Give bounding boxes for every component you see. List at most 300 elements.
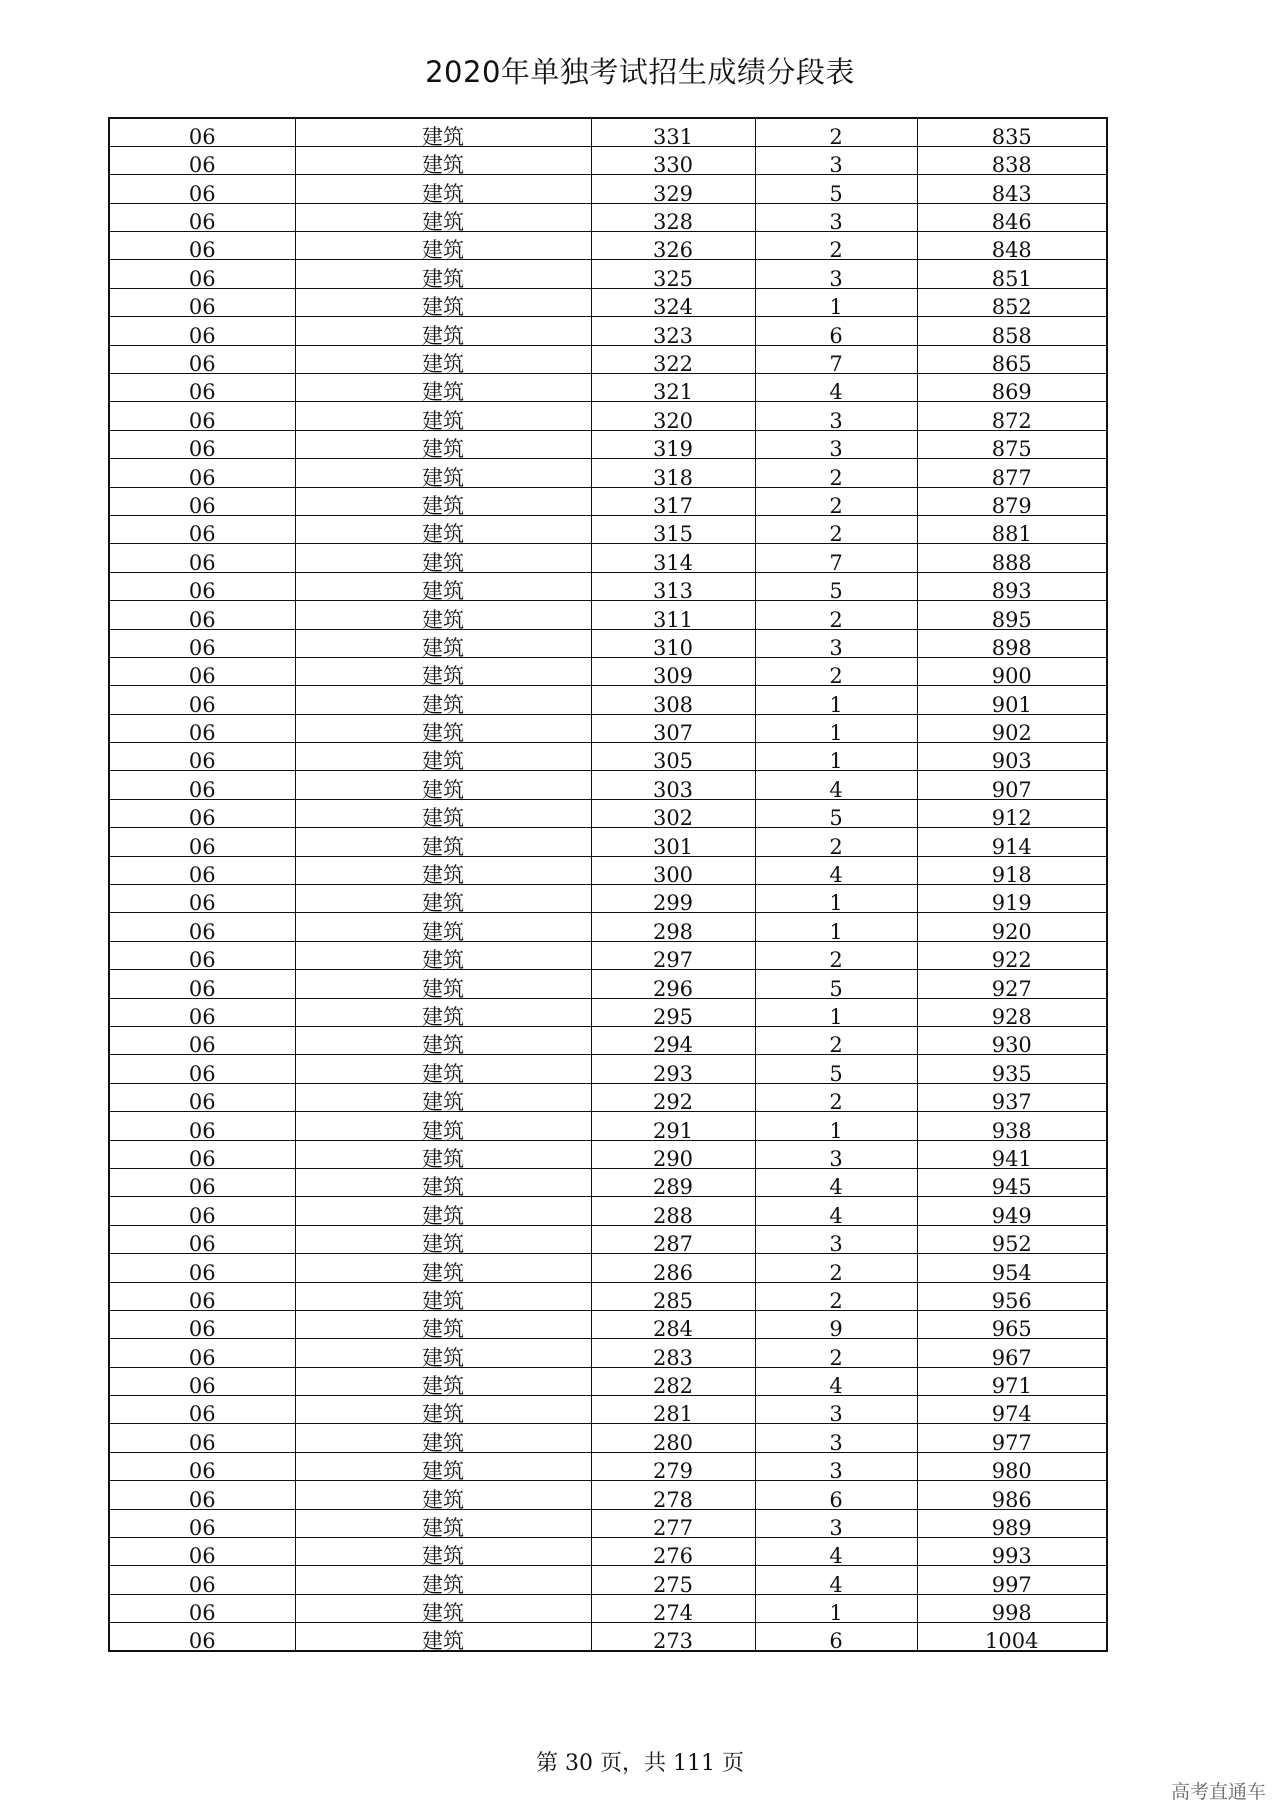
score-cell xyxy=(591,913,755,944)
cell-text: 06 xyxy=(188,266,216,291)
cell-text: 06 xyxy=(188,664,216,689)
cell-text: 977 xyxy=(991,1430,1032,1455)
cumulative-cell xyxy=(917,374,1107,405)
cell-text: 建筑 xyxy=(422,579,464,604)
cell-text: 06 xyxy=(188,238,216,263)
cell-text: 848 xyxy=(991,238,1032,263)
count-cell xyxy=(755,970,917,1001)
cell-text: 980 xyxy=(991,1459,1032,1484)
cell-text: 建筑 xyxy=(422,437,464,462)
cell-text: 294 xyxy=(652,1033,694,1058)
category-name-cell xyxy=(295,118,591,149)
count-cell xyxy=(755,1282,917,1313)
category-code-cell xyxy=(109,1254,295,1285)
cell-text: 5 xyxy=(829,976,843,1001)
count-cell xyxy=(755,515,917,547)
cell-text: 06 xyxy=(188,948,216,973)
table-row xyxy=(109,913,1107,941)
cell-text: 06 xyxy=(188,1516,216,1541)
cell-text: 建筑 xyxy=(422,1516,464,1541)
table-row xyxy=(109,402,1107,430)
category-name-cell xyxy=(295,1055,591,1086)
cell-text: 314 xyxy=(652,550,694,575)
cell-text: 建筑 xyxy=(422,352,464,377)
count-cell xyxy=(755,1197,917,1228)
cell-text: 928 xyxy=(991,1005,1032,1029)
cell-text: 998 xyxy=(991,1601,1032,1626)
score-table-body xyxy=(109,118,1107,1654)
cell-text: 967 xyxy=(991,1345,1032,1370)
cumulative-cell xyxy=(917,175,1107,206)
cell-text: 建筑 xyxy=(422,1629,464,1654)
count-cell xyxy=(755,1083,917,1115)
cell-text: 898 xyxy=(991,635,1032,660)
cell-text: 06 xyxy=(188,1146,216,1171)
cell-text: 274 xyxy=(652,1601,694,1626)
cell-text: 291 xyxy=(652,1118,694,1143)
score-cell xyxy=(591,544,755,575)
score-cell xyxy=(591,828,755,859)
table-row xyxy=(109,1481,1107,1509)
cumulative-cell xyxy=(917,657,1107,689)
cell-text: 06 xyxy=(188,1232,216,1257)
score-cell xyxy=(591,203,755,235)
category-code-cell xyxy=(109,459,295,490)
table-row xyxy=(109,1424,1107,1452)
category-code-cell xyxy=(109,970,295,1001)
score-cell xyxy=(591,317,755,348)
category-code-cell xyxy=(109,799,295,831)
cell-text: 建筑 xyxy=(422,124,464,149)
category-code-cell xyxy=(109,941,295,973)
cell-text: 989 xyxy=(991,1516,1032,1541)
cell-text: 06 xyxy=(188,295,216,320)
score-cell xyxy=(591,1140,755,1171)
cell-text: 3 xyxy=(829,1146,843,1171)
table-row xyxy=(109,118,1107,146)
cell-text: 建筑 xyxy=(422,1374,464,1399)
cell-text: 952 xyxy=(991,1232,1032,1257)
cell-text: 309 xyxy=(652,664,694,689)
cell-text: 9 xyxy=(829,1317,843,1342)
category-name-cell xyxy=(295,1225,591,1257)
table-row xyxy=(109,487,1107,515)
cell-text: 建筑 xyxy=(422,1260,464,1285)
category-code-cell xyxy=(109,260,295,291)
cell-text: 326 xyxy=(652,238,694,263)
table-row xyxy=(109,317,1107,345)
category-name-cell xyxy=(295,1509,591,1541)
cell-text: 06 xyxy=(188,1544,216,1569)
category-code-cell xyxy=(109,118,295,149)
cell-text: 06 xyxy=(188,1061,216,1086)
table-row xyxy=(109,1083,1107,1111)
cell-text: 283 xyxy=(652,1345,694,1370)
cell-text: 281 xyxy=(652,1402,694,1427)
category-name-cell xyxy=(295,1623,591,1654)
count-cell xyxy=(755,459,917,490)
cell-text: 1 xyxy=(829,1118,843,1143)
cell-text: 280 xyxy=(652,1430,694,1455)
category-code-cell xyxy=(109,572,295,604)
cell-text: 06 xyxy=(188,352,216,377)
category-code-cell xyxy=(109,345,295,377)
cell-text: 建筑 xyxy=(422,1118,464,1143)
cell-text: 308 xyxy=(652,692,694,717)
count-cell xyxy=(755,799,917,831)
count-cell xyxy=(755,1367,917,1399)
count-cell xyxy=(755,1027,917,1058)
category-name-cell xyxy=(295,885,591,916)
cell-text: 858 xyxy=(991,323,1032,348)
cell-text: 301 xyxy=(652,834,694,859)
cumulative-cell xyxy=(917,1310,1107,1342)
cell-text: 997 xyxy=(991,1572,1032,1597)
cell-text: 865 xyxy=(991,352,1032,377)
cumulative-cell xyxy=(917,203,1107,235)
cell-text: 4 xyxy=(829,1544,843,1569)
cumulative-cell xyxy=(917,743,1107,774)
score-cell xyxy=(591,998,755,1029)
cumulative-cell xyxy=(917,714,1107,746)
count-cell xyxy=(755,1538,917,1569)
cell-text: 06 xyxy=(188,1005,216,1029)
count-cell xyxy=(755,714,917,746)
cell-text: 06 xyxy=(188,210,216,235)
cell-text: 06 xyxy=(188,721,216,746)
category-code-cell xyxy=(109,317,295,348)
cell-text: 310 xyxy=(652,635,694,660)
score-cell xyxy=(591,1509,755,1541)
count-cell xyxy=(755,828,917,859)
cumulative-cell xyxy=(917,913,1107,944)
cell-text: 06 xyxy=(188,465,216,490)
cell-text: 2 xyxy=(829,1033,843,1058)
cumulative-cell xyxy=(917,1339,1107,1370)
count-cell xyxy=(755,1481,917,1512)
category-name-cell xyxy=(295,941,591,973)
category-code-cell xyxy=(109,1112,295,1143)
table-row xyxy=(109,1168,1107,1196)
cell-text: 965 xyxy=(991,1317,1032,1342)
score-cell xyxy=(591,629,755,660)
category-name-cell xyxy=(295,572,591,604)
score-cell xyxy=(591,657,755,689)
category-code-cell xyxy=(109,544,295,575)
category-code-cell xyxy=(109,828,295,859)
cumulative-cell xyxy=(917,970,1107,1001)
count-cell xyxy=(755,686,917,717)
table-row xyxy=(109,175,1107,203)
category-code-cell xyxy=(109,1367,295,1399)
score-cell xyxy=(591,1225,755,1257)
score-cell xyxy=(591,1282,755,1313)
count-cell xyxy=(755,572,917,604)
cell-text: 275 xyxy=(652,1572,694,1597)
cell-text: 建筑 xyxy=(422,607,464,632)
cell-text: 3 xyxy=(829,210,843,235)
page-footer: 第 30 页，共 111 页 xyxy=(536,1751,744,1776)
count-cell xyxy=(755,1055,917,1086)
table-row xyxy=(109,856,1107,884)
cell-text: 954 xyxy=(991,1260,1032,1285)
category-name-cell xyxy=(295,430,591,462)
cell-text: 建筑 xyxy=(422,1033,464,1058)
cell-text: 881 xyxy=(991,522,1032,547)
cell-text: 311 xyxy=(652,607,694,632)
cell-text: 277 xyxy=(652,1516,694,1541)
cell-text: 建筑 xyxy=(422,493,464,518)
cumulative-cell xyxy=(917,572,1107,604)
cumulative-cell xyxy=(917,317,1107,348)
table-row xyxy=(109,601,1107,629)
score-cell xyxy=(591,487,755,518)
cell-text: 建筑 xyxy=(422,238,464,263)
cell-text: 937 xyxy=(991,1090,1032,1115)
cell-text: 900 xyxy=(991,664,1032,689)
cell-text: 5 xyxy=(829,181,843,206)
cell-text: 330 xyxy=(652,153,694,178)
table-row xyxy=(109,1055,1107,1083)
category-code-cell xyxy=(109,771,295,802)
category-name-cell xyxy=(295,970,591,1001)
cell-text: 06 xyxy=(188,806,216,831)
cell-text: 930 xyxy=(991,1033,1032,1058)
category-name-cell xyxy=(295,515,591,547)
cell-text: 2 xyxy=(829,834,843,859)
count-cell xyxy=(755,1452,917,1484)
category-code-cell xyxy=(109,1055,295,1086)
table-row xyxy=(109,828,1107,856)
category-code-cell xyxy=(109,374,295,405)
cell-text: 建筑 xyxy=(422,1288,464,1313)
cell-text: 307 xyxy=(652,721,694,746)
table-row xyxy=(109,430,1107,458)
table-row xyxy=(109,1339,1107,1367)
cell-text: 06 xyxy=(188,891,216,916)
cell-text: 06 xyxy=(188,1345,216,1370)
cell-text: 278 xyxy=(652,1487,694,1512)
table-row xyxy=(109,1594,1107,1622)
cumulative-cell xyxy=(917,601,1107,632)
score-cell xyxy=(591,799,755,831)
cumulative-cell xyxy=(917,1112,1107,1143)
cell-text: 3 xyxy=(829,1232,843,1257)
table-row xyxy=(109,288,1107,316)
cell-text: 922 xyxy=(991,948,1032,973)
page-title: 2020年单独考试招生成绩分段表 xyxy=(425,55,855,89)
table-row xyxy=(109,1027,1107,1055)
category-code-cell xyxy=(109,175,295,206)
table-row xyxy=(109,146,1107,174)
cell-text: 建筑 xyxy=(422,1146,464,1171)
count-cell xyxy=(755,1225,917,1257)
category-name-cell xyxy=(295,998,591,1029)
cell-text: 938 xyxy=(991,1118,1032,1143)
table-row xyxy=(109,515,1107,543)
cell-text: 建筑 xyxy=(422,522,464,547)
count-cell xyxy=(755,885,917,916)
cell-text: 06 xyxy=(188,635,216,660)
cell-text: 297 xyxy=(652,948,694,973)
cell-text: 322 xyxy=(652,352,694,377)
cell-text: 318 xyxy=(652,465,694,490)
cell-text: 建筑 xyxy=(422,295,464,320)
cell-text: 319 xyxy=(652,437,694,462)
cell-text: 1 xyxy=(829,749,843,774)
table-row xyxy=(109,572,1107,600)
cell-text: 872 xyxy=(991,408,1032,433)
category-code-cell xyxy=(109,203,295,235)
cell-text: 5 xyxy=(829,579,843,604)
cumulative-cell xyxy=(917,146,1107,178)
category-code-cell xyxy=(109,402,295,433)
category-code-cell xyxy=(109,1594,295,1626)
cell-text: 1 xyxy=(829,919,843,944)
cell-text: 建筑 xyxy=(422,664,464,689)
category-name-cell xyxy=(295,260,591,291)
cell-text: 284 xyxy=(652,1317,694,1342)
score-cell xyxy=(591,572,755,604)
table-row xyxy=(109,1140,1107,1168)
score-cell xyxy=(591,1027,755,1058)
category-code-cell xyxy=(109,1083,295,1115)
category-code-cell xyxy=(109,515,295,547)
cell-text: 建筑 xyxy=(422,919,464,944)
cumulative-cell xyxy=(917,1168,1107,1200)
cumulative-cell xyxy=(917,828,1107,859)
cell-text: 300 xyxy=(652,863,694,888)
cell-text: 06 xyxy=(188,1430,216,1455)
category-name-cell xyxy=(295,544,591,575)
cell-text: 286 xyxy=(652,1260,694,1285)
score-cell xyxy=(591,885,755,916)
score-cell xyxy=(591,430,755,462)
score-cell xyxy=(591,970,755,1001)
cell-text: 282 xyxy=(652,1374,694,1399)
category-code-cell xyxy=(109,1452,295,1484)
count-cell xyxy=(755,1140,917,1171)
category-code-cell xyxy=(109,743,295,774)
category-name-cell xyxy=(295,1254,591,1285)
cell-text: 2 xyxy=(829,522,843,547)
table-row xyxy=(109,345,1107,373)
count-cell xyxy=(755,1339,917,1370)
count-cell xyxy=(755,1254,917,1285)
category-code-cell xyxy=(109,1538,295,1569)
category-code-cell xyxy=(109,1481,295,1512)
cell-text: 建筑 xyxy=(422,1317,464,1342)
cumulative-cell xyxy=(917,686,1107,717)
cell-text: 建筑 xyxy=(422,834,464,859)
count-cell xyxy=(755,232,917,263)
score-cell xyxy=(591,601,755,632)
cell-text: 06 xyxy=(188,1090,216,1115)
category-name-cell xyxy=(295,1112,591,1143)
cell-text: 4 xyxy=(829,1203,843,1228)
table-row xyxy=(109,743,1107,771)
cell-text: 879 xyxy=(991,493,1032,518)
cell-text: 06 xyxy=(188,1033,216,1058)
category-name-cell xyxy=(295,1424,591,1455)
table-row xyxy=(109,771,1107,799)
category-code-cell xyxy=(109,1197,295,1228)
count-cell xyxy=(755,998,917,1029)
category-code-cell xyxy=(109,1168,295,1200)
cell-text: 建筑 xyxy=(422,1544,464,1569)
cell-text: 建筑 xyxy=(422,1232,464,1257)
table-row xyxy=(109,544,1107,572)
table-row xyxy=(109,714,1107,742)
score-cell xyxy=(591,232,755,263)
cumulative-cell xyxy=(917,118,1107,149)
cell-text: 3 xyxy=(829,1459,843,1484)
count-cell xyxy=(755,317,917,348)
cumulative-cell xyxy=(917,1452,1107,1484)
count-cell xyxy=(755,487,917,518)
cumulative-cell xyxy=(917,1566,1107,1597)
count-cell xyxy=(755,941,917,973)
cell-text: 290 xyxy=(652,1146,694,1171)
table-row xyxy=(109,1282,1107,1310)
category-name-cell xyxy=(295,828,591,859)
score-cell xyxy=(591,1310,755,1342)
category-name-cell xyxy=(295,629,591,660)
cell-text: 888 xyxy=(991,550,1032,575)
category-name-cell xyxy=(295,459,591,490)
cumulative-cell xyxy=(917,345,1107,377)
category-name-cell xyxy=(295,1140,591,1171)
cumulative-cell xyxy=(917,1623,1107,1654)
category-name-cell xyxy=(295,1566,591,1597)
cell-text: 273 xyxy=(652,1629,694,1654)
cumulative-cell xyxy=(917,1197,1107,1228)
cell-text: 06 xyxy=(188,1317,216,1342)
score-cell xyxy=(591,260,755,291)
cell-text: 974 xyxy=(991,1402,1032,1427)
cell-text: 4 xyxy=(829,777,843,802)
cell-text: 3 xyxy=(829,1402,843,1427)
cell-text: 06 xyxy=(188,863,216,888)
cell-text: 296 xyxy=(652,976,694,1001)
table-row xyxy=(109,885,1107,913)
category-code-cell xyxy=(109,146,295,178)
category-name-cell xyxy=(295,1594,591,1626)
score-cell xyxy=(591,941,755,973)
cell-text: 06 xyxy=(188,777,216,802)
table-row xyxy=(109,657,1107,685)
count-cell xyxy=(755,1424,917,1455)
category-code-cell xyxy=(109,1310,295,1342)
cell-text: 838 xyxy=(991,153,1032,178)
count-cell xyxy=(755,288,917,320)
cell-text: 06 xyxy=(188,607,216,632)
score-cell xyxy=(591,1452,755,1484)
cell-text: 852 xyxy=(991,295,1032,320)
cell-text: 902 xyxy=(991,721,1032,746)
cell-text: 06 xyxy=(188,437,216,462)
cell-text: 907 xyxy=(991,777,1032,802)
cell-text: 869 xyxy=(991,380,1032,405)
cell-text: 846 xyxy=(991,210,1032,235)
category-name-cell xyxy=(295,601,591,632)
count-cell xyxy=(755,203,917,235)
cell-text: 1 xyxy=(829,1601,843,1626)
cell-text: 292 xyxy=(652,1090,694,1115)
cell-text: 建筑 xyxy=(422,1005,464,1029)
cell-text: 287 xyxy=(652,1232,694,1257)
table-row xyxy=(109,998,1107,1026)
